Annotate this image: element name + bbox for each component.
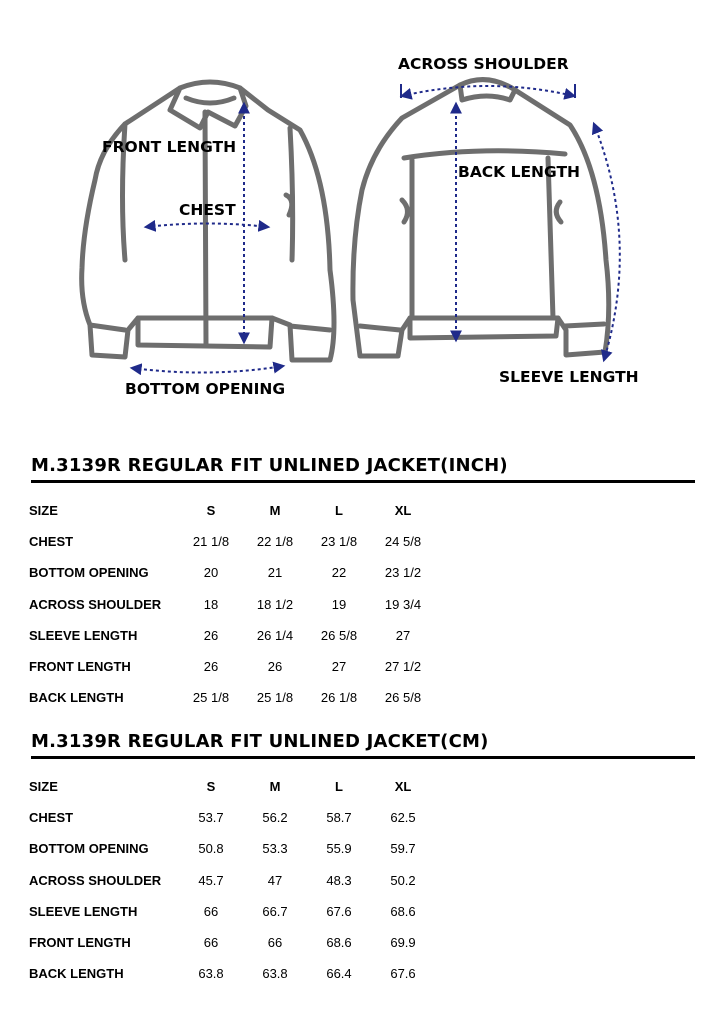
table-cell: 66 <box>267 935 283 951</box>
table-cell: 66 <box>203 935 219 951</box>
table-cell: 26 <box>267 659 283 675</box>
table-row <box>29 802 435 833</box>
table-cell: 67.6 <box>326 903 352 919</box>
row-label: BACK LENGTH <box>29 690 124 706</box>
row-label: BACK LENGTH <box>29 966 124 982</box>
table-cell: 53.7 <box>198 810 224 826</box>
size-s-header: S <box>206 503 216 519</box>
table-cell: 26 1/8 <box>320 690 358 706</box>
table-row <box>29 896 435 927</box>
row-label: CHEST <box>29 534 74 550</box>
row-label: CHEST <box>29 810 74 826</box>
size-xl-header: XL <box>394 779 412 795</box>
table-cell: 62.5 <box>390 810 416 826</box>
table-row <box>29 620 435 651</box>
table-cell: 66.7 <box>262 903 288 919</box>
table-cell: 27 <box>331 659 347 675</box>
table-row <box>29 865 435 896</box>
table-cell: 25 1/8 <box>192 690 230 706</box>
table-row <box>29 526 435 557</box>
table-header-row <box>29 495 435 526</box>
size-m-header: M <box>269 779 281 795</box>
table-cell: 19 3/4 <box>384 596 422 612</box>
table-row <box>29 927 435 958</box>
table-cell: 23 1/2 <box>384 565 422 581</box>
size-header: SIZE <box>29 503 58 519</box>
table-cell: 26 5/8 <box>384 690 422 706</box>
table-cell: 26 <box>203 659 219 675</box>
table-cell: 25 1/8 <box>256 690 294 706</box>
table-cell: 68.6 <box>326 935 352 951</box>
table-cell: 59.7 <box>390 841 416 857</box>
cm-title-rule <box>31 756 695 759</box>
table-cell: 55.9 <box>326 841 352 857</box>
size-s-header: S <box>206 779 216 795</box>
table-cell: 21 1/8 <box>192 534 230 550</box>
table-cell: 68.6 <box>390 903 416 919</box>
bottom-opening-measure-line <box>132 366 283 373</box>
size-l-header: L <box>335 779 343 795</box>
cm-size-table <box>29 771 435 989</box>
table-cell: 67.6 <box>390 966 416 982</box>
table-row <box>29 557 435 588</box>
table-cell: 63.8 <box>198 966 224 982</box>
table-cell: 50.2 <box>390 872 416 888</box>
table-cell: 19 <box>331 596 347 612</box>
size-header: SIZE <box>29 779 58 795</box>
table-cell: 26 5/8 <box>320 627 358 643</box>
row-label: SLEEVE LENGTH <box>29 627 138 643</box>
table-cell: 24 5/8 <box>384 534 422 550</box>
row-label: FRONT LENGTH <box>29 659 131 675</box>
table-row <box>29 589 435 620</box>
back-length-label: BACK LENGTH <box>458 163 581 181</box>
across-shoulder-label: ACROSS SHOULDER <box>398 55 569 73</box>
table-cell: 69.9 <box>390 935 416 951</box>
front-length-label: FRONT LENGTH <box>102 138 237 156</box>
bottom-opening-label: BOTTOM OPENING <box>125 380 286 398</box>
inch-size-table <box>29 495 435 713</box>
table-row <box>29 833 435 864</box>
row-label: SLEEVE LENGTH <box>29 903 138 919</box>
table-cell: 47 <box>267 872 283 888</box>
table-cell: 27 1/2 <box>384 659 422 675</box>
table-cell: 20 <box>203 565 219 581</box>
table-cell: 22 1/8 <box>256 534 294 550</box>
table-cell: 18 <box>203 596 219 612</box>
table-cell: 27 <box>395 627 411 643</box>
table-cell: 26 1/4 <box>256 627 294 643</box>
table-cell: 58.7 <box>326 810 352 826</box>
inch-title-rule <box>31 480 695 483</box>
table-row <box>29 651 435 682</box>
table-cell: 50.8 <box>198 841 224 857</box>
row-label: BOTTOM OPENING <box>29 565 149 581</box>
table-header-row <box>29 771 435 802</box>
size-m-header: M <box>269 503 281 519</box>
row-label: BOTTOM OPENING <box>29 841 149 857</box>
table-cell: 48.3 <box>326 872 352 888</box>
table-cell: 21 <box>267 565 283 581</box>
inch-table-title: M.3139R REGULAR FIT UNLINED JACKET(INCH) <box>31 455 508 476</box>
table-cell: 45.7 <box>198 872 224 888</box>
table-cell: 63.8 <box>262 966 288 982</box>
table-row <box>29 958 435 989</box>
table-row <box>29 682 435 713</box>
front-jacket-illustration <box>82 82 334 360</box>
table-cell: 18 1/2 <box>256 596 294 612</box>
table-cell: 56.2 <box>262 810 288 826</box>
table-cell: 22 <box>331 565 347 581</box>
back-jacket-illustration <box>353 80 609 356</box>
table-cell: 66.4 <box>326 966 352 982</box>
size-xl-header: XL <box>394 503 412 519</box>
sleeve-length-label: SLEEVE LENGTH <box>499 368 639 386</box>
cm-table-title: M.3139R REGULAR FIT UNLINED JACKET(CM) <box>31 731 489 752</box>
jacket-measurement-diagram <box>0 0 723 420</box>
size-l-header: L <box>335 503 343 519</box>
row-label: ACROSS SHOULDER <box>29 596 162 612</box>
table-cell: 66 <box>203 903 219 919</box>
row-label: ACROSS SHOULDER <box>29 872 162 888</box>
table-cell: 26 <box>203 627 219 643</box>
row-label: FRONT LENGTH <box>29 935 131 951</box>
chest-label: CHEST <box>179 201 236 219</box>
table-cell: 53.3 <box>262 841 288 857</box>
table-cell: 23 1/8 <box>320 534 358 550</box>
